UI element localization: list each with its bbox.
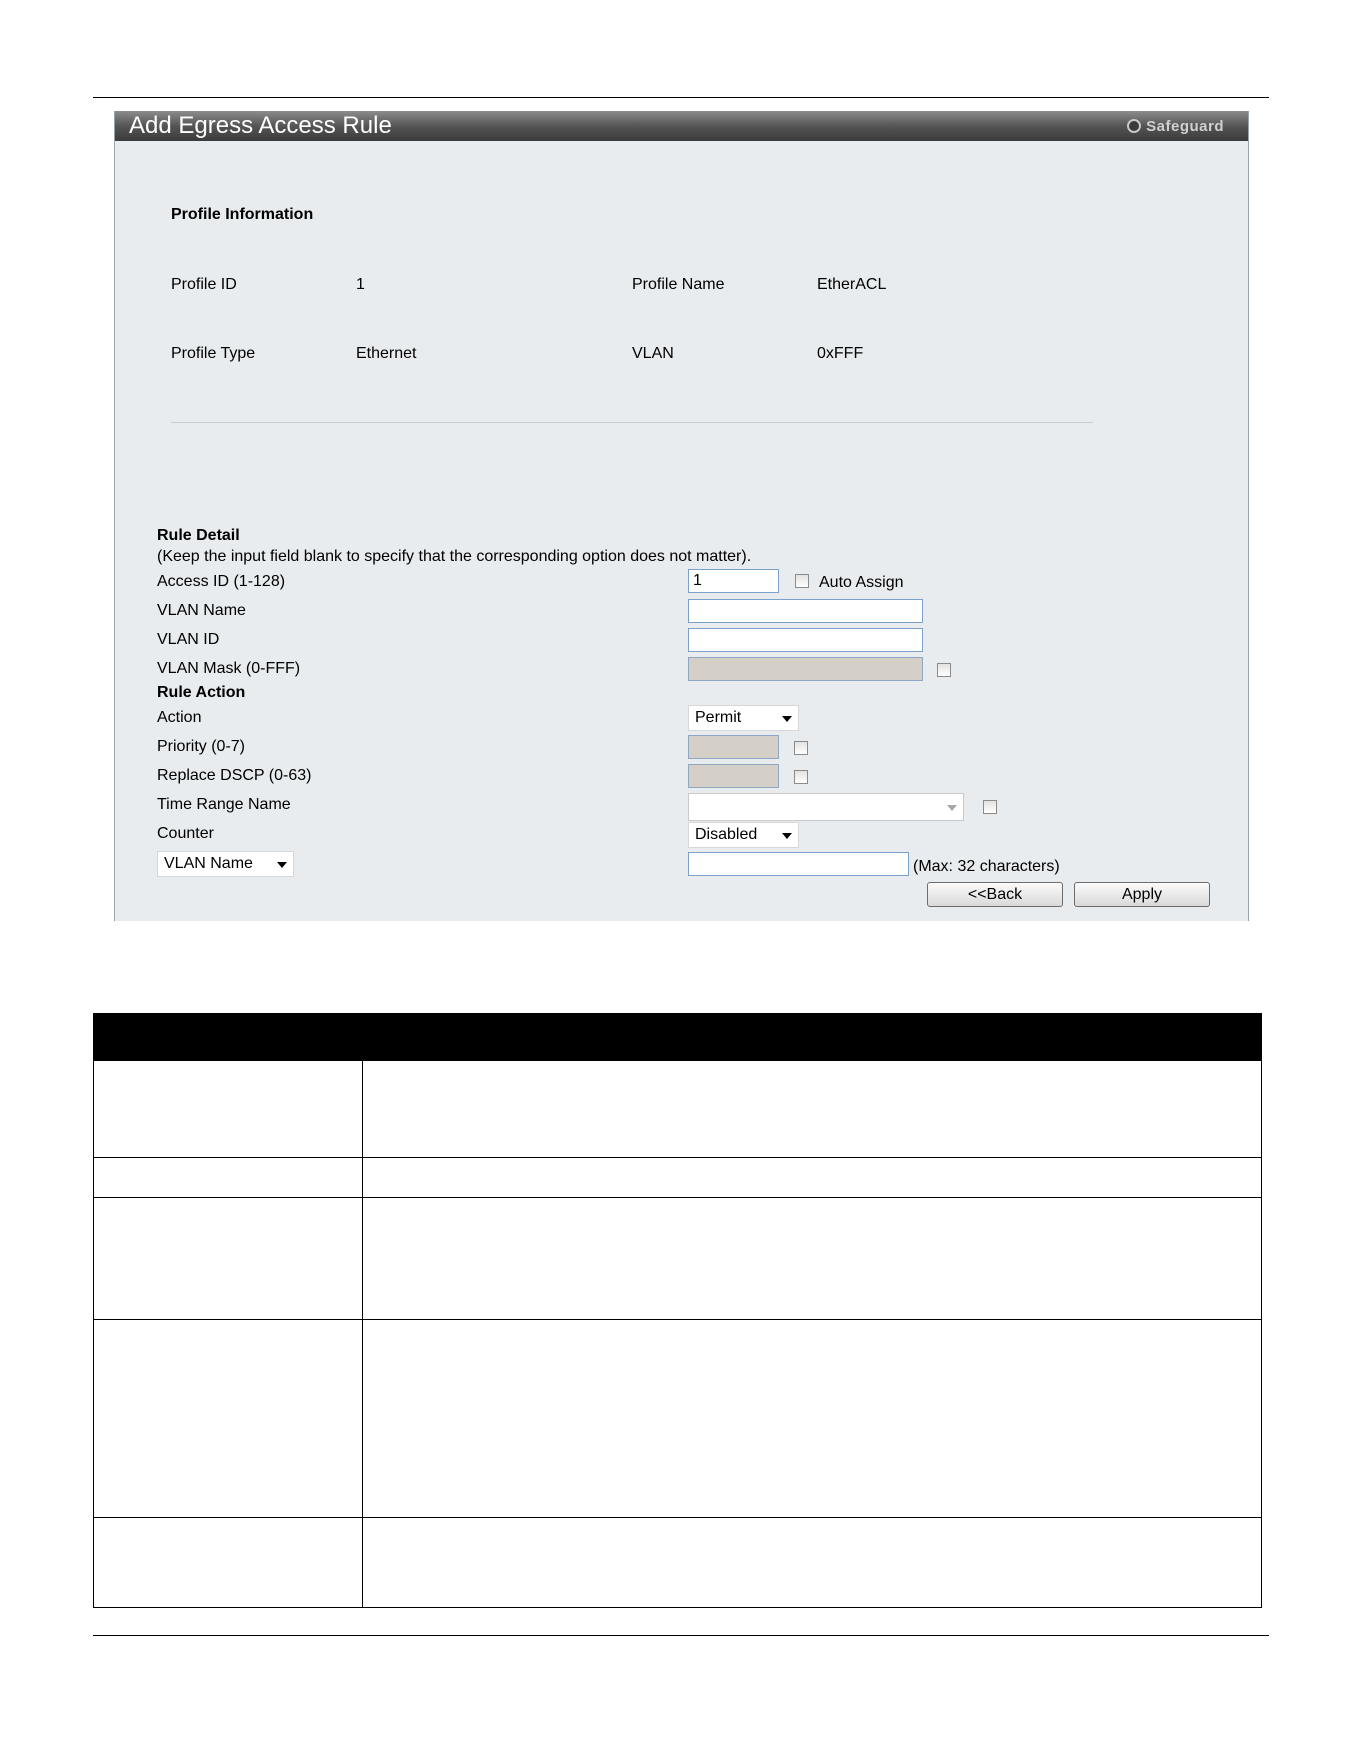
chevron-down-icon bbox=[782, 833, 792, 839]
section-divider bbox=[171, 422, 1093, 423]
replace-dscp-input[interactable] bbox=[688, 764, 779, 788]
table-row bbox=[94, 1518, 1262, 1608]
table-row bbox=[94, 1158, 1262, 1198]
parameter-description-table bbox=[93, 1013, 1262, 1608]
table-header-cell bbox=[363, 1014, 1262, 1061]
table-cell bbox=[94, 1518, 363, 1608]
time-range-name-label: Time Range Name bbox=[157, 796, 291, 813]
chevron-down-icon bbox=[277, 862, 287, 868]
priority-input[interactable] bbox=[688, 735, 779, 759]
vlan-id-input[interactable] bbox=[688, 628, 923, 652]
time-range-checkbox[interactable] bbox=[983, 800, 997, 814]
action-select[interactable] bbox=[688, 705, 799, 731]
auto-assign-checkbox[interactable] bbox=[795, 574, 809, 588]
table-cell bbox=[94, 1320, 363, 1518]
profile-type-label: Profile Type bbox=[171, 345, 256, 362]
table-cell bbox=[363, 1320, 1262, 1518]
vlan-label: VLAN bbox=[632, 345, 674, 362]
vlan-name-input[interactable] bbox=[688, 599, 923, 623]
vlan-mask-label: VLAN Mask (0-FFF) bbox=[157, 660, 301, 677]
bottom-rule bbox=[93, 1635, 1269, 1636]
back-button[interactable]: <<Back bbox=[927, 882, 1063, 907]
auto-assign-label: Auto Assign bbox=[819, 574, 904, 591]
panel-title: Add Egress Access Rule bbox=[129, 112, 392, 139]
action-select-value: Permit bbox=[695, 709, 742, 726]
profile-name-label: Profile Name bbox=[632, 276, 725, 293]
vlan-value: 0xFFF bbox=[817, 345, 864, 362]
table-cell bbox=[94, 1198, 363, 1320]
counter-label: Counter bbox=[157, 825, 214, 842]
safeguard-label: Safeguard bbox=[1146, 118, 1224, 135]
priority-label: Priority (0-7) bbox=[157, 738, 246, 755]
vlan-id-label: VLAN ID bbox=[157, 631, 220, 648]
panel-header bbox=[115, 111, 1248, 141]
chevron-down-icon bbox=[782, 716, 792, 722]
table-cell bbox=[94, 1158, 363, 1198]
rule-action-heading: Rule Action bbox=[157, 684, 246, 701]
profile-information-heading: Profile Information bbox=[171, 206, 314, 223]
profile-type-value: Ethernet bbox=[356, 345, 417, 362]
action-label: Action bbox=[157, 709, 202, 726]
table-row bbox=[94, 1198, 1262, 1320]
table-cell bbox=[363, 1158, 1262, 1198]
apply-button[interactable]: Apply bbox=[1074, 882, 1210, 907]
safeguard-indicator bbox=[1127, 119, 1224, 135]
counter-select-value: Disabled bbox=[695, 826, 758, 843]
name-type-select[interactable] bbox=[157, 851, 294, 877]
counter-select[interactable] bbox=[688, 822, 799, 848]
profile-name-value: EtherACL bbox=[817, 276, 887, 293]
access-id-label: Access ID (1-128) bbox=[157, 573, 286, 590]
table-header-cell bbox=[94, 1014, 363, 1061]
profile-id-value: 1 bbox=[356, 276, 365, 293]
table-cell bbox=[363, 1061, 1262, 1158]
time-range-name-select[interactable] bbox=[688, 793, 964, 821]
priority-checkbox[interactable] bbox=[794, 741, 808, 755]
name-value-input[interactable] bbox=[688, 852, 909, 876]
table-cell bbox=[363, 1198, 1262, 1320]
replace-dscp-label: Replace DSCP (0-63) bbox=[157, 767, 312, 784]
profile-id-label: Profile ID bbox=[171, 276, 237, 293]
vlan-mask-checkbox[interactable] bbox=[937, 663, 951, 677]
table-cell bbox=[363, 1518, 1262, 1608]
table-header-row bbox=[94, 1014, 1262, 1061]
vlan-mask-input[interactable] bbox=[688, 657, 923, 681]
safeguard-icon bbox=[1127, 119, 1141, 133]
vlan-name-label: VLAN Name bbox=[157, 602, 246, 619]
table-row bbox=[94, 1320, 1262, 1518]
table-row bbox=[94, 1061, 1262, 1158]
add-egress-access-rule-panel bbox=[114, 111, 1249, 921]
rule-detail-note: (Keep the input field blank to specify that the corresponding option does not matter). bbox=[157, 548, 752, 565]
chevron-down-icon bbox=[947, 805, 957, 811]
access-id-input[interactable] bbox=[688, 569, 779, 593]
top-rule bbox=[93, 97, 1269, 98]
name-type-select-value: VLAN Name bbox=[164, 855, 253, 872]
rule-detail-heading: Rule Detail bbox=[157, 527, 240, 544]
replace-dscp-checkbox[interactable] bbox=[794, 770, 808, 784]
table-cell bbox=[94, 1061, 363, 1158]
max-characters-note: (Max: 32 characters) bbox=[913, 858, 1060, 875]
